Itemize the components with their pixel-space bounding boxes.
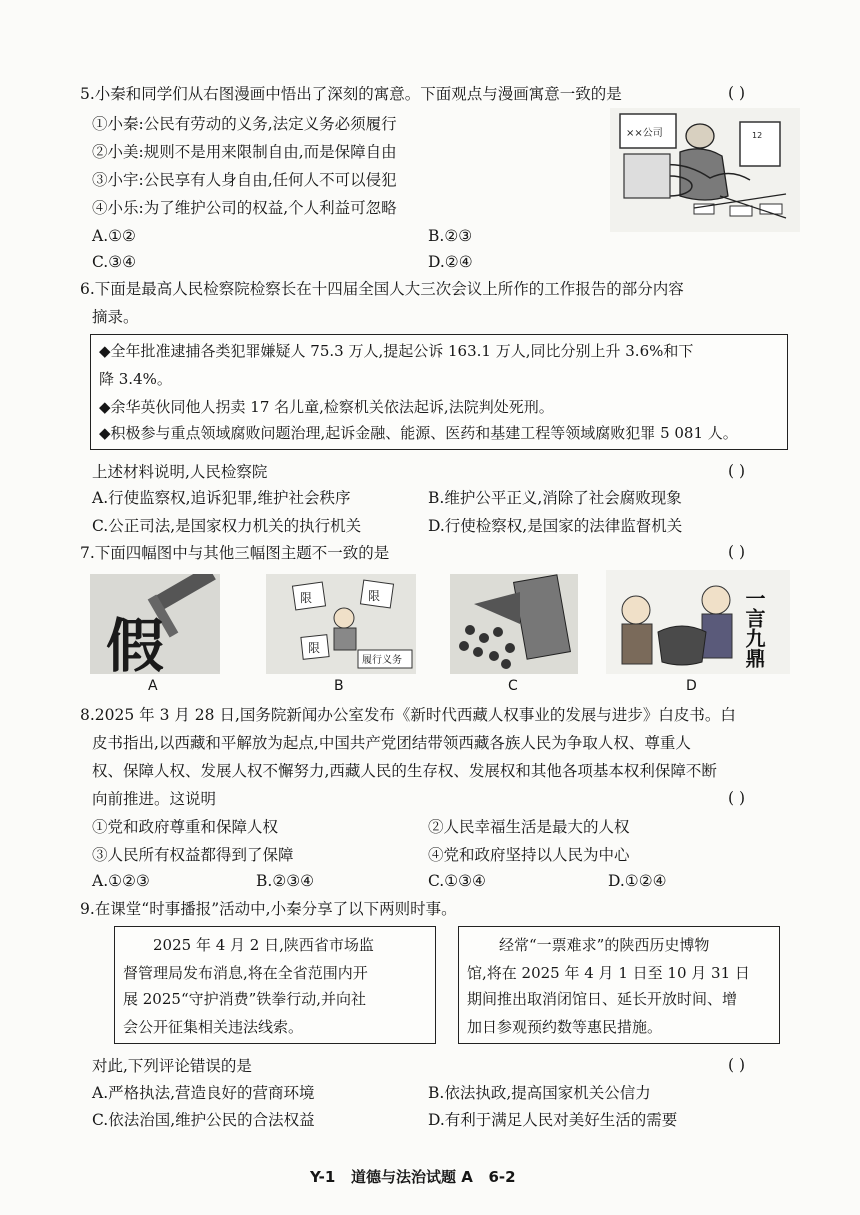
q8-choice-a: A.①②③	[92, 872, 150, 890]
q9-left-line4: 会公开征集相关违法线索。	[123, 1018, 304, 1036]
picture-b-duty-sign: 履行义务	[362, 655, 402, 666]
q9-news-left	[114, 926, 436, 1044]
page-footer: Y-1 道德与法治试题 A 6-2	[310, 1168, 516, 1186]
q6-material-box	[90, 334, 788, 450]
q6-stem-line2: 摘录。	[92, 308, 139, 326]
q8-option-4: ④党和政府坚持以人民为中心	[428, 846, 630, 864]
q7-label-c: C	[508, 678, 518, 694]
q7-stem: 7.下面四幅图中与其他三幅图主题不一致的是	[80, 544, 390, 562]
q9-left-line2: 督管理局发布消息,将在全省范围内开	[123, 964, 368, 982]
q8-option-1: ①党和政府尊重和保障人权	[92, 818, 279, 836]
q6-material-item-3: ◆积极参与重点领域腐败问题治理,起诉金融、能源、医药和基建工程等领域腐败犯罪 5 081 人。	[99, 424, 738, 442]
q6-question: 上述材料说明,人民检察院	[92, 463, 268, 481]
q9-right-line4: 加日参观预约数等惠民措施。	[467, 1018, 663, 1036]
q5-cartoon-image	[610, 108, 800, 232]
q5-choice-a: A.①②	[92, 227, 136, 245]
q9-left-line1: 2025 年 4 月 2 日,陕西省市场监	[153, 936, 374, 954]
picture-d-idiom: 一言九鼎	[742, 588, 766, 668]
picture-b-limit-1: 限	[300, 591, 313, 605]
q6-choice-c: C.公正司法,是国家权力机关的执行机关	[92, 517, 362, 535]
cartoon-company-sign: ××公司	[626, 128, 663, 139]
q5-stem: 5.小秦和同学们从右图漫画中悟出了深刻的寓意。下面观点与漫画寓意一致的是	[80, 85, 622, 103]
q8-stem-line2: 皮书指出,以西藏和平解放为起点,中国共产党团结带领西藏各族人民为争取人权、尊重人	[92, 734, 691, 752]
q9-answer-bracket: ( )	[728, 1056, 746, 1074]
q6-choice-d: D.行使检察权,是国家的法律监督机关	[428, 517, 683, 535]
q8-stem-line4: 向前推进。这说明	[92, 790, 217, 808]
q9-right-line3: 期间推出取消闭馆日、延长开放时间、增	[467, 990, 738, 1008]
q9-choice-d: D.有利于满足人民对美好生活的需要	[428, 1111, 678, 1129]
q6-choice-b: B.维护公平正义,消除了社会腐败现象	[428, 489, 682, 507]
q9-question: 对此,下列评论错误的是	[92, 1057, 252, 1075]
q5-answer-bracket: ( )	[728, 84, 746, 102]
picture-a-fake-char: 假	[106, 612, 165, 674]
q9-right-line1: 经常“一票难求”的陕西历史博物	[499, 936, 710, 954]
q9-choice-a: A.严格执法,营造良好的营商环境	[92, 1084, 315, 1102]
q7-picture-b	[266, 574, 416, 674]
q7-label-a: A	[148, 678, 158, 694]
q9-right-line2: 馆,将在 2025 年 4 月 1 日至 10 月 31 日	[467, 964, 750, 982]
q6-material-item-1b: 降 3.4%。	[99, 370, 172, 388]
q5-option-4: ④小乐:为了维护公司的权益,个人利益可忽略	[92, 199, 397, 217]
q6-choice-a: A.行使监察权,追诉犯罪,维护社会秩序	[92, 489, 351, 507]
q7-picture-d	[606, 570, 790, 674]
q5-option-1: ①小秦:公民有劳动的义务,法定义务必须履行	[92, 115, 397, 133]
q9-choice-c: C.依法治国,维护公民的合法权益	[92, 1111, 315, 1129]
q5-option-2: ②小美:规则不是用来限制自由,而是保障自由	[92, 143, 397, 161]
q6-stem-line1: 6.下面是最高人民检察院检察长在十四届全国人大三次会议上所作的工作报告的部分内容	[80, 280, 684, 298]
q9-choice-b: B.依法执政,提高国家机关公信力	[428, 1084, 651, 1102]
q6-material-item-2: ◆余华英伙同他人拐卖 17 名儿童,检察机关依法起诉,法院判处死刑。	[99, 398, 554, 416]
q7-label-d: D	[686, 678, 697, 694]
picture-b-limit-2: 限	[368, 589, 381, 603]
q9-stem: 9.在课堂“时事播报”活动中,小秦分享了以下两则时事。	[80, 900, 457, 918]
cartoon-clock-label: 12	[752, 131, 763, 140]
q5-choice-d: D.②④	[428, 253, 473, 271]
q8-stem-line1: 8.2025 年 3 月 28 日,国务院新闻办公室发布《新时代西藏人权事业的发展与进步》白皮书。白	[80, 706, 736, 724]
q7-picture-a	[90, 574, 220, 674]
q7-answer-bracket: ( )	[728, 543, 746, 561]
q9-left-line3: 展 2025“守护消费”铁拳行动,并向社	[123, 990, 367, 1008]
q5-option-3: ③小宇:公民享有人身自由,任何人不可以侵犯	[92, 171, 397, 189]
q9-news-right	[458, 926, 780, 1044]
q7-label-b: B	[334, 678, 344, 694]
q5-choice-c: C.③④	[92, 253, 137, 271]
q8-choice-d: D.①②④	[608, 872, 667, 890]
q8-option-2: ②人民幸福生活是最大的人权	[428, 818, 630, 836]
q8-choice-c: C.①③④	[428, 872, 486, 890]
q8-answer-bracket: ( )	[728, 789, 746, 807]
q8-choice-b: B.②③④	[256, 872, 315, 890]
q8-option-3: ③人民所有权益都得到了保障	[92, 846, 294, 864]
q5-choice-b: B.②③	[428, 227, 473, 245]
q6-answer-bracket: ( )	[728, 462, 746, 480]
picture-b-limit-3: 限	[308, 641, 321, 655]
q7-picture-c	[450, 574, 578, 674]
q6-material-item-1a: ◆全年批准逮捕各类犯罪嫌疑人 75.3 万人,提起公诉 163.1 万人,同比分别上升 3.6%和下	[99, 342, 694, 360]
q8-stem-line3: 权、保障人权、发展人权不懈努力,西藏人民的生存权、发展权和其他各项基本权利保障不断	[92, 762, 717, 780]
